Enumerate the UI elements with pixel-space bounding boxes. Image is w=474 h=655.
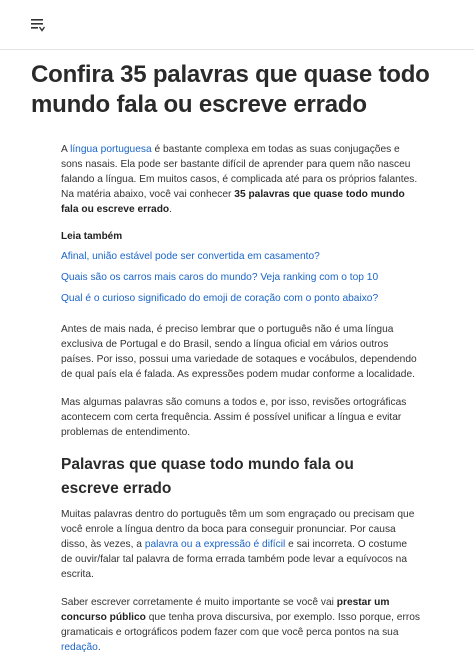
p5-text-middle: que tenha prova discursiva, por exemplo. Isso porque, erros gramaticais e ortográficos podem fazer com que você perca pontos na sua — [61, 612, 420, 638]
intro-text-middle: é bastante complexa em todas as suas conjugações e sons nasais. Ela pode ser bastante difícil de aprender para quem não nasceu falando a língua. Em muitos casos, é complicada até para os próprios falantes. Na matéria abaixo, você vai conhecer — [61, 144, 418, 200]
p4-text-start: Muitas palavras dentro do português têm um som engraçado ou precisam que você enrole a língua dentro da boca para conseguir pronunciar. Por causa disso, às vezes, a — [61, 509, 415, 550]
p4-text-end: e sai incorreta. O costume de ouvir/falar tal palavra de forma errada também pode levar a equívocos na escrita. — [61, 539, 408, 580]
header-divider — [0, 49, 474, 50]
intro-text-start: A — [61, 144, 71, 155]
article-body — [61, 142, 421, 655]
p5-text-end: . — [97, 642, 101, 653]
link-redacao[interactable]: redação — [61, 642, 98, 653]
p5-bold-text: prestar um concurso público — [61, 597, 390, 623]
p5-text-start: Saber escrever corretamente é muito importante se você vai — [61, 597, 337, 608]
paragraph-5 — [61, 595, 421, 655]
intro-bold-text: 35 palavras que quase todo mundo fala ou escreve errado — [61, 189, 405, 215]
list-item — [61, 271, 421, 285]
read-also-link-2[interactable]: Quais são os carros mais caros do mundo? Veja ranking com o top 10 — [61, 272, 379, 283]
read-also-title: Leia também — [61, 231, 123, 242]
read-also-list — [61, 250, 421, 306]
top-bar — [0, 0, 474, 48]
intro-text-end: . — [169, 204, 173, 215]
read-also-link-1[interactable]: Afinal, união estável pode ser convertida em casamento? — [61, 251, 320, 262]
link-palavra-dificil[interactable]: palavra ou a expressão é difícil — [144, 539, 286, 550]
intro-paragraph — [61, 142, 421, 217]
paragraph-4 — [61, 507, 421, 582]
read-also-link-3[interactable]: Qual é o curioso significado do emoji de coração com o ponto abaixo? — [61, 293, 379, 304]
menu-lines-icon[interactable] — [31, 18, 45, 32]
link-lingua-portuguesa[interactable]: língua portuguesa — [70, 144, 152, 155]
paragraph-3: Mas algumas palavras são comuns a todos e, por isso, revisões ortográficas acontecem com certa frequência. Assim é possível unificar a língua e evitar problemas de entendimento. — [61, 397, 407, 438]
list-item — [61, 292, 421, 306]
list-item — [61, 250, 421, 264]
section-title: Palavras que quase todo mundo fala ou escreve errado — [61, 456, 354, 497]
article-title: Confira 35 palavras que quase todo mundo fala ou escreve errado — [31, 61, 430, 118]
paragraph-2: Antes de mais nada, é preciso lembrar que o português não é uma língua exclusiva de Portugal e do Brasil, sendo a língua oficial em vários outros países. Por isso, possui uma variedade de sotaques e vocábulos, dependendo de qual país ela é falada. As expressões podem mudar conforme a localidade. — [61, 324, 417, 380]
